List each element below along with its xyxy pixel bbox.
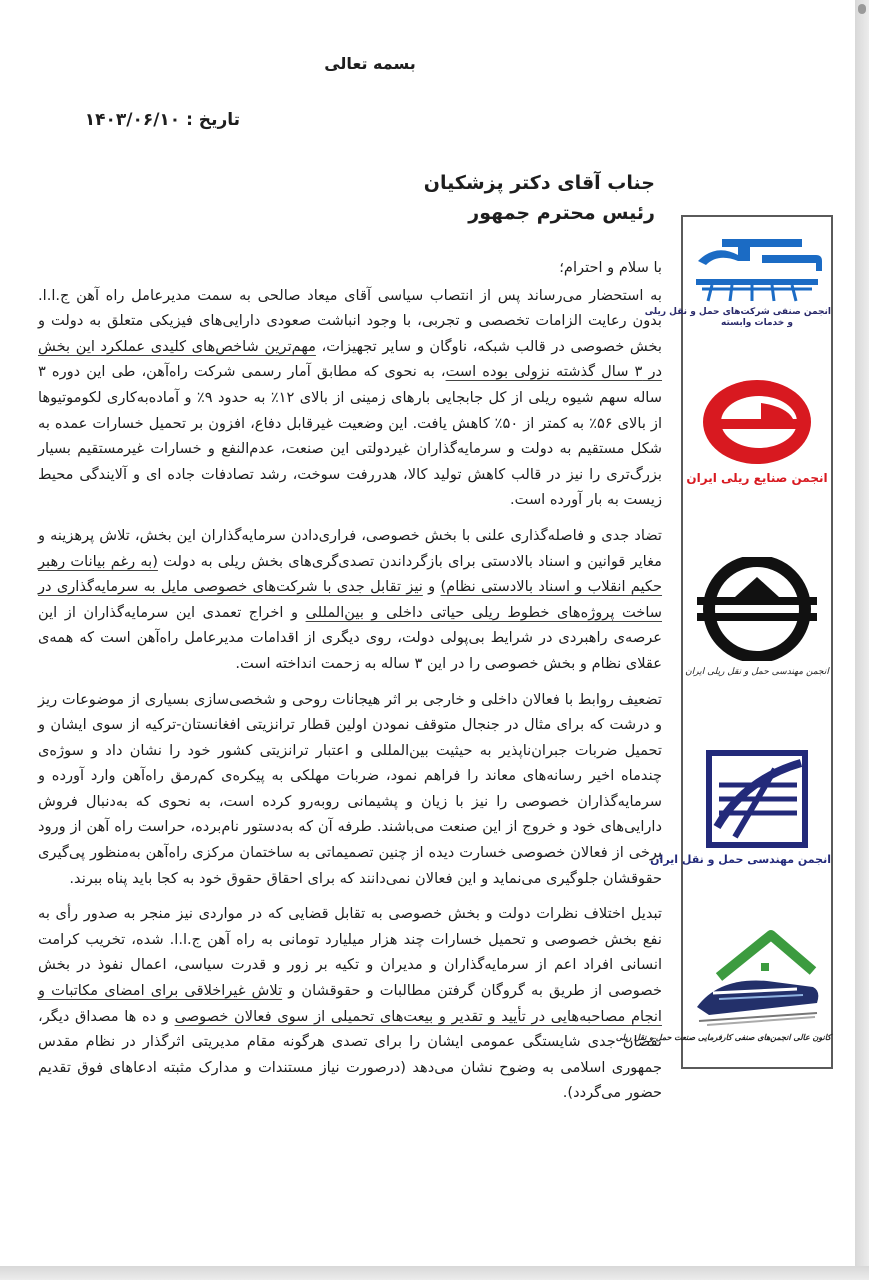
paragraph2-part1: تضاد جدی و فاصله‌گذاری علنی با بخش خصوصی، فراری‌دادن سرمایه‌گذاران این بخش، تلاش پرهزینه و مغایر قوانین و اسناد بالادستی برای بازگرداندن تصدی‌گری‌های بخش ریلی به دولت (38, 526, 662, 570)
logo1-caption-line2: و خدمات وابسته (721, 318, 793, 328)
paragraph4-part1: تبدیل اختلاف نظرات دولت و بخش خصوصی به تقابل قضایی که در مواردی نیز منجر به صدور رأی به نفع بخش خصوصی و تحمیل خسارات چند هزار میلیارد تومانی به راه آهن ج.ا.ا. شده، تخریب کرامت انسانی افراد اعم از سرمایه‌گذاران و مدیران و تکیه بر زور و قدرت سیاسی، اعمال نفوذ در بخش خصوصی از طریق به گروگان گرفتن مطالبات و حقوقشان و (38, 905, 662, 1000)
paragraph-judicial-disputes (38, 901, 662, 1106)
paragraph-performance-decline (38, 283, 662, 513)
date-line (85, 110, 240, 130)
paragraph4-part2: و ده ها مصداق دیگر، نقصان جدی شایستگی عمومی ایشان را برای تصدی هرگونه مقام مدیریتی اثرگذار در نظام مقدس جمهوری اسلامی به وضوح نشان می‌دهد (درصورت نیاز مستندات و مدارک مثبته ادعاهای فوق تقدیم حضور می‌گردد). (38, 1007, 662, 1102)
logo4-caption: انجمن مهندسی حمل و نقل ایران (650, 853, 831, 866)
paragraph-weakened-relations: تضعیف روابط با فعالان داخلی و خارجی بر اثر هیجانات روحی و شخصی‌سازی بسیاری از موضوعات ریز و درشت که برای مثال در جنجال متوقف نمودن اولین قطار ترانزیتی افغانستان-ترکیه از سوی ایشان و تحمیل ضربات جبران‌ناپذیر به حیثیت بین‌المللی و اعتبار ترانزیتی کشور خود را نشان داد و سوژه‌ی چندماه اخیر رسانه‌های معاند را فراهم نمود، ضربات مهلکی به پیکره‌ی کم‌رمق راه‌آهن وارد آورده و سرمایه‌گذاران خصوصی را نیز با زیان و پشیمانی روبه‌رو کرده است، به نحوی که به‌دنبال فروش دارایی‌های خود و خروج از این صنعت می‌باشند. طرفه آن که به‌دستور نام‌برده، حراست راه آهن از ورود برخی از فعالان خصوصی خسارت دیده از چنین تصمیماتی به ساختمان مرکزی راه‌آهن به‌منظور پی‌گیری حقوقشان جلوگیری می‌نماید و این فعالان نمی‌دانند که برای احقاق حقوق خود به کجا باید پناه ببرند. (38, 690, 662, 887)
logo1-caption (644, 307, 831, 329)
addressee-title: رئیس محترم جمهور (468, 202, 655, 224)
logo1-caption-line1: انجمن صنفی شرکت‌های حمل و نقل ریلی (644, 307, 831, 317)
addressee-block (424, 168, 655, 228)
black-rail-engineering-icon (695, 557, 819, 661)
letter-body (38, 255, 662, 1116)
paragraph-private-sector-conflict (38, 523, 662, 677)
association-logos (615, 215, 833, 1069)
paragraph1-part1: به استحضار می‌رساند پس از انتصاب سیاسی آقای میعاد صالحی به سمت مدیرعامل راه آهن ج.ا.ا. بدون رعایت الزامات تخصصی و تجربی، با وجود انباشت صعودی دارایی‌های فیزیکی متعلق به دولت و بخش خصوصی در قالب شبکه، ناوگان و سایر تجهیزات، (38, 286, 662, 355)
addressee-name: جناب آقای دکتر پزشکیان (423, 172, 655, 194)
paragraph1-part2: ، به نحوی که مطابق آمار رسمی شرکت راه‌آهن، طی این دوره ۳ ساله سهم شیوه ریلی از کل جابجایی بارهای زمینی از بالای ۱۲٪ به حدود ۹٪ و آماده‌به‌کاری لکوموتیوها از بالای ۵۶٪ به کمتر از ۵۰٪ کاهش یافت. این وضعیت غیرقابل دفاع، افزون بر تحمیل خسارات عمده به شکل مستقیم به دولت و سرمایه‌گذاران غیردولتی این صنعت، عدم‌النفع و خسارات غیرمستقیم بسیار بزرگ‌تری را نیز در قالب کاهش تولید کالا، هدررفت سوخت، رشد تصادفات جاده ای و آلایندگی محیط زیست به بار آورده است. (38, 363, 663, 509)
greeting: با سلام و احترام؛ (559, 259, 662, 276)
paragraph2-underlined2: نیز تقابل جدی با شرکت‌های خصوصی مایل به سرمایه‌گذاری در ساخت پروژه‌های خطوط ریلی حیاتی داخلی و بین‌المللی (38, 578, 662, 621)
navy-transport-square-icon (705, 749, 809, 849)
logo-transport-engineering-association (650, 749, 831, 867)
date-label: تاریخ : (186, 110, 240, 130)
red-rail-emblem-icon (697, 377, 817, 467)
logo5-caption: کانون عالی انجمن‌های صنفی کارفرمایی صنعت حمل و نقل ریلی (615, 1033, 831, 1042)
logo-rail-transport-association (644, 231, 831, 329)
paragraph2-mid: و (422, 578, 441, 596)
paragraph1-underlined: مهم‌ترین شاخص‌های کلیدی عملکرد این بخش در ۳ سال گذشته نزولی بوده است (38, 337, 663, 381)
logo2-caption: انجمن صنایع ریلی ایران (686, 471, 828, 485)
logo-rail-engineering-association (683, 557, 831, 679)
paragraph2-underlined1: (به رغم بیانات رهبر حکیم انقلاب و اسناد بالادستی نظام) (38, 552, 663, 596)
rail-track-logo-icon (692, 231, 822, 303)
viewer-right-edge (855, 0, 869, 1280)
date-value: ۱۴۰۳/۰۶/۱۰ (84, 110, 181, 130)
logo-rail-industries-association (683, 377, 831, 485)
basmala: بسمه تعالی (324, 54, 416, 73)
paragraph4-underlined: تلاش غیراخلاقی برای امضای مکاتبات و انجام مصاحبه‌هایی در تأیید و تقدیر و بیعت‌های تحمیلی از سوی فعالان خصوصی (38, 982, 662, 1025)
paragraph2-part2: و اخراج تعمدی این سرمایه‌گذاران از این عرصه‌ی راهبردی در شرایط بی‌پولی دولت، روی دیگری از اقدامات مدیرعامل راه‌آهن است که همه‌ی عقلای نظام و بخش خصوصی را در این ۳ ساله به زحمت انداخته است. (38, 603, 662, 672)
logo-rail-employers-council (615, 929, 831, 1043)
logo3-caption: انجمن مهندسی حمل و نقل ریلی ایران (685, 667, 829, 677)
green-house-train-icon (689, 929, 825, 1029)
scrollbar-thumb[interactable] (858, 4, 866, 14)
viewer-bottom-edge (0, 1266, 869, 1280)
